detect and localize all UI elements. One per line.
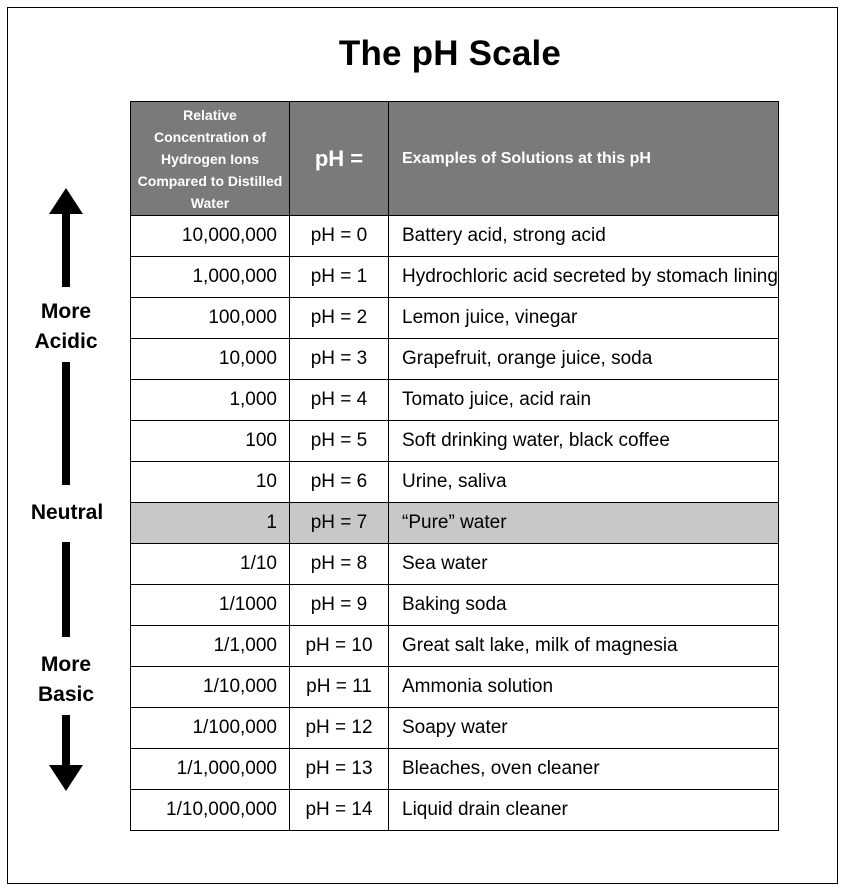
page-title: The pH Scale <box>338 34 562 73</box>
table-row <box>131 708 779 749</box>
cell-example: Sea water <box>389 544 779 585</box>
table-row <box>131 544 779 585</box>
cell-example: Great salt lake, milk of magnesia <box>389 626 779 667</box>
table-row <box>131 380 779 421</box>
cell-example: Lemon juice, vinegar <box>389 298 779 339</box>
header-concentration: Relative Concentration of Hydrogen Ions Compared to Distilled Water <box>131 102 290 216</box>
table-row <box>131 790 779 831</box>
arrow-down-shaft <box>62 715 70 767</box>
cell-ph: pH = 13 <box>290 749 389 790</box>
table-row <box>131 667 779 708</box>
table-row <box>131 257 779 298</box>
header-ph: pH = <box>290 102 389 216</box>
cell-ph: pH = 1 <box>290 257 389 298</box>
table-row <box>131 462 779 503</box>
header-examples: Examples of Solutions at this pH <box>389 102 779 216</box>
cell-concentration: 100 <box>131 421 290 462</box>
cell-concentration: 1/1,000 <box>131 626 290 667</box>
cell-ph: pH = 2 <box>290 298 389 339</box>
arrow-up-icon <box>49 188 83 214</box>
cell-concentration: 1/1,000,000 <box>131 749 290 790</box>
cell-example: Soapy water <box>389 708 779 749</box>
cell-concentration: 1/10 <box>131 544 290 585</box>
cell-ph: pH = 10 <box>290 626 389 667</box>
cell-concentration: 1,000 <box>131 380 290 421</box>
cell-example: Bleaches, oven cleaner <box>389 749 779 790</box>
side-label-acidic: More Acidic <box>34 300 98 353</box>
cell-ph: pH = 5 <box>290 421 389 462</box>
ph-table <box>130 101 779 831</box>
cell-ph: pH = 3 <box>290 339 389 380</box>
cell-concentration: 1/10,000 <box>131 667 290 708</box>
arrow-shaft-lower <box>62 542 70 637</box>
cell-ph: pH = 14 <box>290 790 389 831</box>
cell-ph: pH = 7 <box>290 503 389 544</box>
cell-ph: pH = 12 <box>290 708 389 749</box>
cell-example: Baking soda <box>389 585 779 626</box>
arrow-shaft-upper <box>62 362 70 485</box>
cell-ph: pH = 0 <box>290 216 389 257</box>
cell-example: Grapefruit, orange juice, soda <box>389 339 779 380</box>
cell-concentration: 10,000 <box>131 339 290 380</box>
cell-concentration: 1 <box>131 503 290 544</box>
cell-ph: pH = 8 <box>290 544 389 585</box>
cell-example: Battery acid, strong acid <box>389 216 779 257</box>
cell-example: Tomato juice, acid rain <box>389 380 779 421</box>
table-row <box>131 749 779 790</box>
cell-ph: pH = 9 <box>290 585 389 626</box>
cell-ph: pH = 4 <box>290 380 389 421</box>
table-row <box>131 503 779 544</box>
table-row <box>131 585 779 626</box>
table-row <box>131 298 779 339</box>
table-row <box>131 216 779 257</box>
cell-example: Soft drinking water, black coffee <box>389 421 779 462</box>
side-label-basic: More Basic <box>37 653 95 706</box>
cell-concentration: 1/10,000,000 <box>131 790 290 831</box>
arrow-up-shaft <box>62 212 70 287</box>
cell-example: Ammonia solution <box>389 667 779 708</box>
arrow-down-icon <box>49 765 83 791</box>
cell-concentration: 10,000,000 <box>131 216 290 257</box>
cell-example: Urine, saliva <box>389 462 779 503</box>
cell-ph: pH = 6 <box>290 462 389 503</box>
cell-example: Hydrochloric acid secreted by stomach lining <box>389 257 779 298</box>
cell-concentration: 100,000 <box>131 298 290 339</box>
cell-concentration: 1,000,000 <box>131 257 290 298</box>
cell-concentration: 10 <box>131 462 290 503</box>
table-header-row <box>131 102 779 216</box>
table-row <box>131 626 779 667</box>
cell-concentration: 1/1000 <box>131 585 290 626</box>
side-label-neutral: Neutral <box>30 501 104 524</box>
cell-example: Liquid drain cleaner <box>389 790 779 831</box>
table-row <box>131 339 779 380</box>
cell-example: “Pure” water <box>389 503 779 544</box>
cell-ph: pH = 11 <box>290 667 389 708</box>
cell-concentration: 1/100,000 <box>131 708 290 749</box>
table-row <box>131 421 779 462</box>
